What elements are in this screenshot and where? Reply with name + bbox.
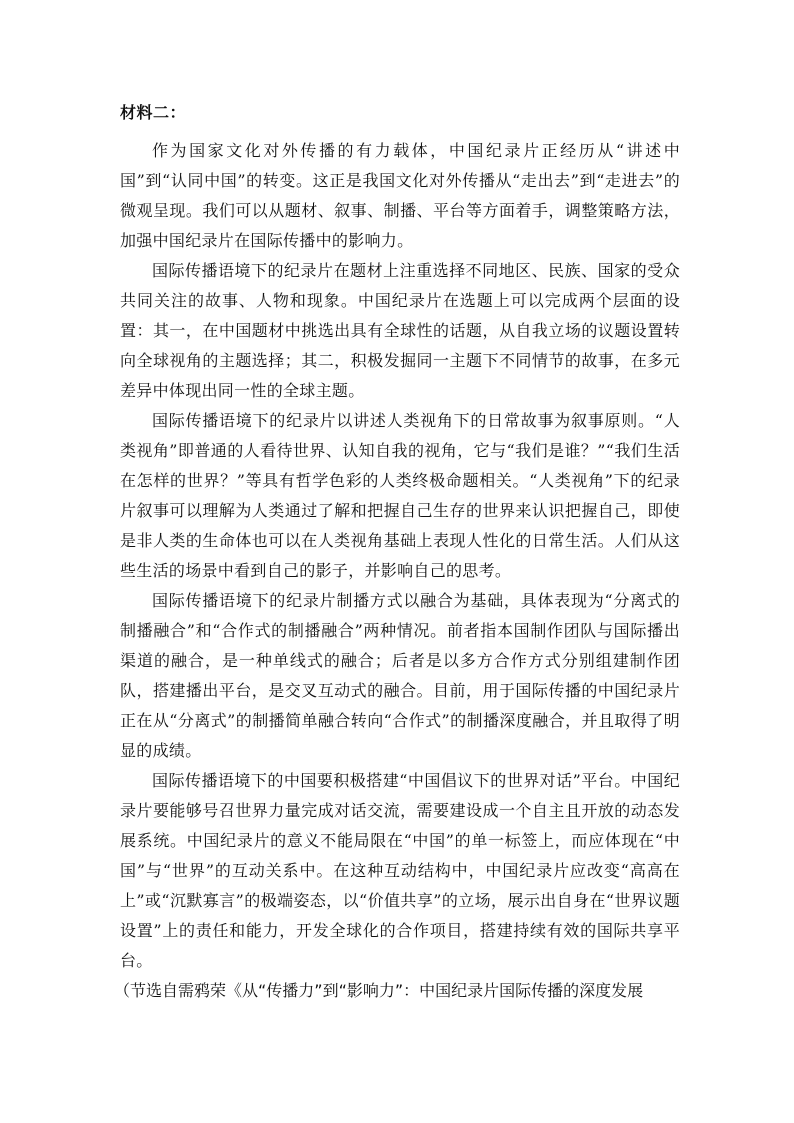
source-citation: （节选自需鸦荣《从“传播力”到“影响力”：中国纪录片国际传播的深度发展 [114,981,644,1000]
paragraph-5: 国际传播语境下的中国要积极搭建“中国倡议下的世界对话”平台。中国纪录片要能够号召世界力量完成对话交流，需要建设成一个自主且开放的动态发展系统。中国纪录片的意义不能局限在“中国”的单一标签上，而应体现在“中国”与“世界”的互动关系中。在这种互动结构中，中国纪录片应改变“高高在上”或“沉默寡言”的极端姿态，以“价值共享”的立场，展示出自身在“世界议题设置”上的责任和能力，开发全球化的合作项目，搭建持续有效的国际共享平台。 [120,771,680,970]
paragraph-1: 作为国家文化对外传播的有力载体，中国纪录片正经历从“讲述中国”到“认同中国”的转变。这正是我国文化对外传播从“走出去”到“走进去”的微观呈现。我们可以从题材、叙事、制播、平台等方面着手，调整策略方法，加强中国纪录片在国际传播中的影响力。 [120,141,680,250]
section-heading: 材料二： [120,103,187,122]
paragraph-2: 国际传播语境下的纪录片在题材上注重选择不同地区、民族、国家的受众共同关注的故事、人物和现象。中国纪录片在选题上可以完成两个层面的设置：其一，在中国题材中挑选出具有全球性的话题，从自我立场的议题设置转向全球视角的主题选择；其二，积极发掘同一主题下不同情节的故事，在多元差异中体现出同一性的全球主题。 [120,261,680,400]
article-body [114,136,680,1006]
paragraph-4: 国际传播语境下的纪录片制播方式以融合为基础，具体表现为“分离式的制播融合”和“合作式的制播融合”两种情况。前者指本国制作团队与国际播出渠道的融合，是一种单线式的融合；后者是以多方合作方式分别组建制作团队，搭建播出平台，是交叉互动式的融合。目前，用于国际传播的中国纪录片正在从“分离式”的制播简单融合转向“合作式”的制播深度融合，并且取得了明显的成绩。 [120,591,680,760]
paragraph-3: 国际传播语境下的纪录片以讲述人类视角下的日常故事为叙事原则。“人类视角”即普通的人看待世界、认知自我的视角，它与“我们是谁？”“我们生活在怎样的世界？”等具有哲学色彩的人类终极命题相关。“人类视角”下的纪录片叙事可以理解为人类通过了解和把握自己生存的世界来认识把握自己，即使是非人类的生命体也可以在人类视角基础上表现人性化的日常生活。人们从这些生活的场景中看到自己的影子，并影响自己的思考。 [120,411,680,580]
